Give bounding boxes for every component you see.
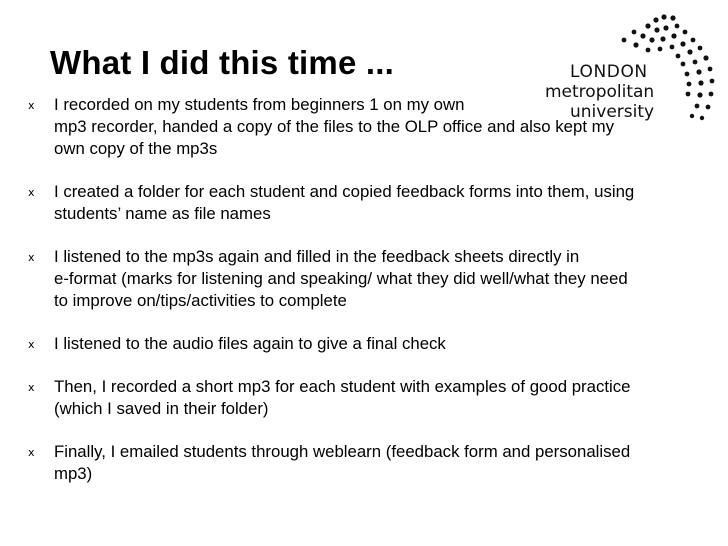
bullet-marker-icon: x — [28, 338, 35, 351]
logo-word-london: LONDON — [570, 62, 648, 82]
bullet-marker-icon: x — [28, 99, 35, 112]
bullet-list — [28, 94, 718, 485]
bullet-item — [28, 376, 718, 420]
bullet-item — [28, 181, 718, 225]
bullet-marker-icon: x — [28, 381, 35, 394]
bullet-text: Then, I recorded a short mp3 for each student with examples of good practice (which I saved in their folder) — [54, 377, 631, 418]
bullet-text: I created a folder for each student and copied feedback forms into them, using students’ name as file names — [54, 182, 635, 223]
logo-word-university: university — [570, 102, 655, 122]
bullet-text: I listened to the mp3s again and filled in the feedback sheets directly in e-format (marks for listening and speaking/ what they did well/what they need to improve on/tips/activities to complete — [54, 247, 628, 310]
bullet-marker-icon: x — [28, 251, 35, 264]
bullet-item — [28, 333, 718, 355]
bullet-text: I listened to the audio files again to give a final check — [54, 334, 446, 353]
bullet-item — [28, 94, 718, 160]
bullet-marker-icon: x — [28, 446, 35, 459]
bullet-item — [28, 441, 718, 485]
bullet-text: Finally, I emailed students through weblearn (feedback form and personalised mp3) — [54, 442, 631, 483]
bullet-item — [28, 246, 718, 312]
slide-title: What I did this time ... — [50, 44, 394, 81]
bullet-text: I recorded on my students from beginners 1 on my own mp3 recorder, handed a copy of the files to the OLP office and also kept my own copy of the mp3s — [54, 95, 615, 158]
logo-word-metropolitan: metropolitan — [545, 82, 655, 102]
bullet-marker-icon: x — [28, 186, 35, 199]
